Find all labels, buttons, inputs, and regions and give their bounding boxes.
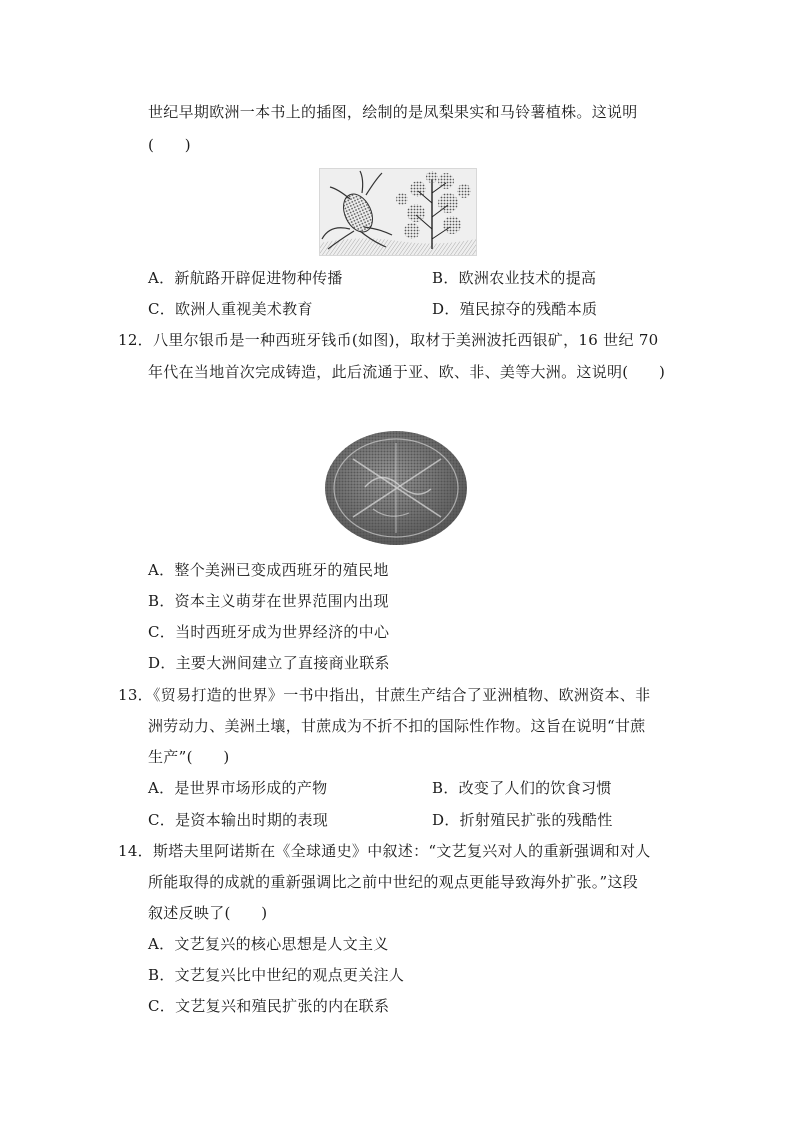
q11-stem-line-2: ( ): [148, 136, 191, 154]
q14-stem-line-2: 所能取得的成就的重新强调比之前中世纪的观点更能导致海外扩张。”这段: [148, 873, 639, 891]
q14-stem-line-1: 14．斯塔夫里阿诺斯在《全球通史》中叙述：“文艺复兴对人的重新强调和对人: [118, 842, 651, 860]
q13-option-b: B．改变了人们的饮食习惯: [432, 779, 612, 797]
pineapple-potato-illustration: [319, 168, 477, 256]
q11-option-b: B．欧洲农业技术的提高: [432, 269, 597, 287]
q12-option-c: C．当时西班牙成为世界经济的中心: [148, 623, 390, 641]
q13-option-c: C．是资本输出时期的表现: [148, 811, 329, 829]
q14-option-c: C．文艺复兴和殖民扩张的内在联系: [148, 997, 390, 1015]
q11-option-a: A．新航路开辟促进物种传播: [148, 269, 343, 287]
q12-stem-line-2: 年代在当地首次完成铸造，此后流通于亚、欧、非、美等大洲。这说明( ): [148, 363, 666, 381]
q14-option-b: B．文艺复兴比中世纪的观点更关注人: [148, 966, 405, 984]
q12-option-b: B．资本主义萌芽在世界范围内出现: [148, 592, 389, 610]
q12-option-a: A．整个美洲已变成西班牙的殖民地: [148, 561, 389, 579]
q12-option-d: D．主要大洲间建立了直接商业联系: [148, 654, 390, 672]
q11-stem-line-1: 世纪早期欧洲一本书上的插图，绘制的是凤梨果实和马铃薯植株。这说明: [148, 103, 638, 121]
q12-stem-line-1: 12．八里尔银币是一种西班牙钱币(如图)，取材于美洲波托西银矿，16 世纪 70: [118, 331, 659, 349]
q14-stem-line-3: 叙述反映了( ): [148, 904, 268, 922]
spanish-silver-coin-image: [323, 429, 469, 547]
q13-option-d: D．折射殖民扩张的残酷性: [432, 811, 613, 829]
q11-option-d: D．殖民掠夺的残酷本质: [432, 300, 598, 318]
q11-option-c: C．欧洲人重视美术教育: [148, 300, 313, 318]
q13-option-a: A．是世界市场形成的产物: [148, 779, 328, 797]
q13-stem-line-2: 洲劳动力、美洲土壤，甘蔗成为不折不扣的国际性作物。这旨在说明“甘蔗: [148, 717, 646, 735]
q13-stem-line-1: 13．《贸易打造的世界》一书中指出，甘蔗生产结合了亚洲植物、欧洲资本、非: [118, 686, 651, 704]
q13-stem-line-3: 生产”( ): [148, 748, 230, 766]
q14-option-a: A．文艺复兴的核心思想是人文主义: [148, 935, 389, 953]
